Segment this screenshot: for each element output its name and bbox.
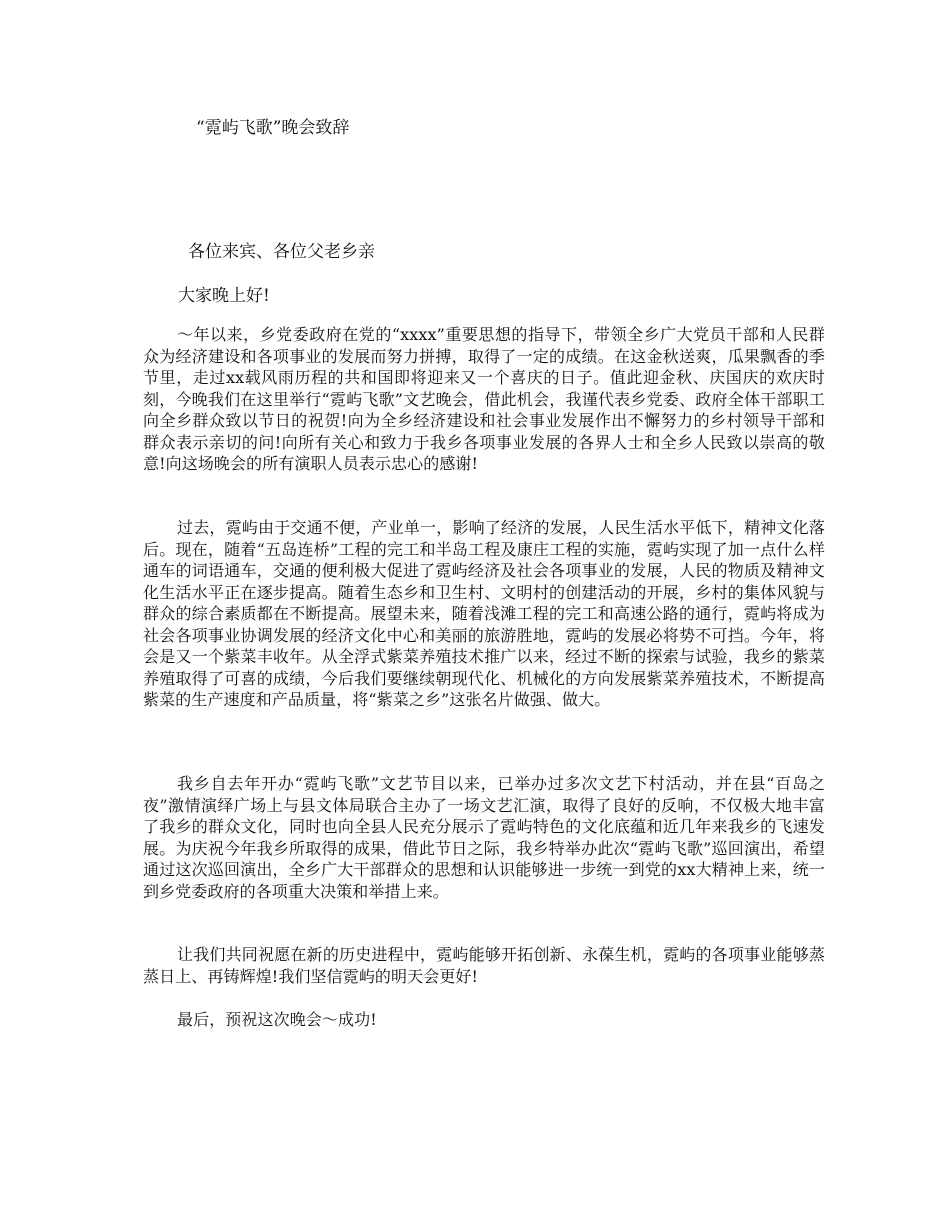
greeting: 大家晚上好! <box>178 286 270 306</box>
paragraph-program: 我乡自去年开办“霓屿飞歌”文艺节目以来，已举办过多次文艺下村活动，并在县“百岛之夜”激情演绎广场上与县文体局联合主办了一场文艺汇演，取得了良好的反响，不仅极大地丰富了我乡的群众文化，同时也向全县人民充分展示了霓屿特色的文化底蕴和近几年来我乡的飞速发展。为庆祝今年我乡所取得的成果，借此节日之际，我乡特举办此次“霓屿飞歌”巡回演出，希望通过这次巡回演出，全乡广大干部群众的思想和认识能够进一步统一到党的xx大精神上来，统一到乡党委政府的各项重大决策和举措上来。 <box>143 774 825 901</box>
salutation: 各位来宾、各位父老乡亲 <box>188 242 375 262</box>
paragraph-development: 过去，霓屿由于交通不便，产业单一，影响了经济的发展，人民生活水平低下，精神文化落后。现在，随着“五岛连桥”工程的完工和半岛工程及康庄工程的实施，霓屿实现了加一点什么样通车的词语通车，交通的便利极大促进了霓屿经济及社会各项事业的发展，人民的物质及精神文化生活水平正在逐步提高。随着生态乡和卫生村、文明村的创建活动的开展，乡村的集体风貌与群众的综合素质都在不断提高。展望未来，随着浅滩工程的完工和高速公路的通行，霓屿将成为社会各项事业协调发展的经济文化中心和美丽的旅游胜地，霓屿的发展必将势不可挡。今年，将会是又一个紫菜丰收年。从全浮式紫菜养殖技术推广以来，经过不断的探索与试验，我乡的紫菜养殖取得了可喜的成绩，今后我们要继续朝现代化、机械化的方向发展紫菜养殖技术，不断提高紫菜的生产速度和产品质量，将“紫菜之乡”这张名片做强、做大。 <box>143 518 825 709</box>
document-title: “霓屿飞歌”晚会致辞 <box>196 118 350 138</box>
paragraph-opening: ～年以来，乡党委政府在党的“xxxx”重要思想的指导下，带领全乡广大党员干部和人民群众为经济建设和各项事业的发展而努力拼搏，取得了一定的成绩。在这金秋送爽，瓜果飘香的季节里，走过xx载风雨历程的共和国即将迎来又一个喜庆的日子。值此迎金秋、庆国庆的欢庆时刻，今晚我们在这里举行“霓屿飞歌”文艺晚会，借此机会，我谨代表乡党委、政府全体干部职工向全乡群众致以节日的祝贺!向为全乡经济建设和社会事业发展作出不懈努力的乡村领导干部和群众表示亲切的问!向所有关心和致力于我乡各项事业发展的各界人士和全乡人民致以崇高的敬意!向这场晚会的所有演职人员表示忠心的感谢! <box>143 325 825 473</box>
paragraph-closing: 最后，预祝这次晚会～成功! <box>177 1010 377 1029</box>
paragraph-wishes: 让我们共同祝愿在新的历史进程中，霓屿能够开拓创新、永葆生机，霓屿的各项事业能够蒸蒸日上、再铸辉煌!我们坚信霓屿的明天会更好! <box>143 945 825 986</box>
